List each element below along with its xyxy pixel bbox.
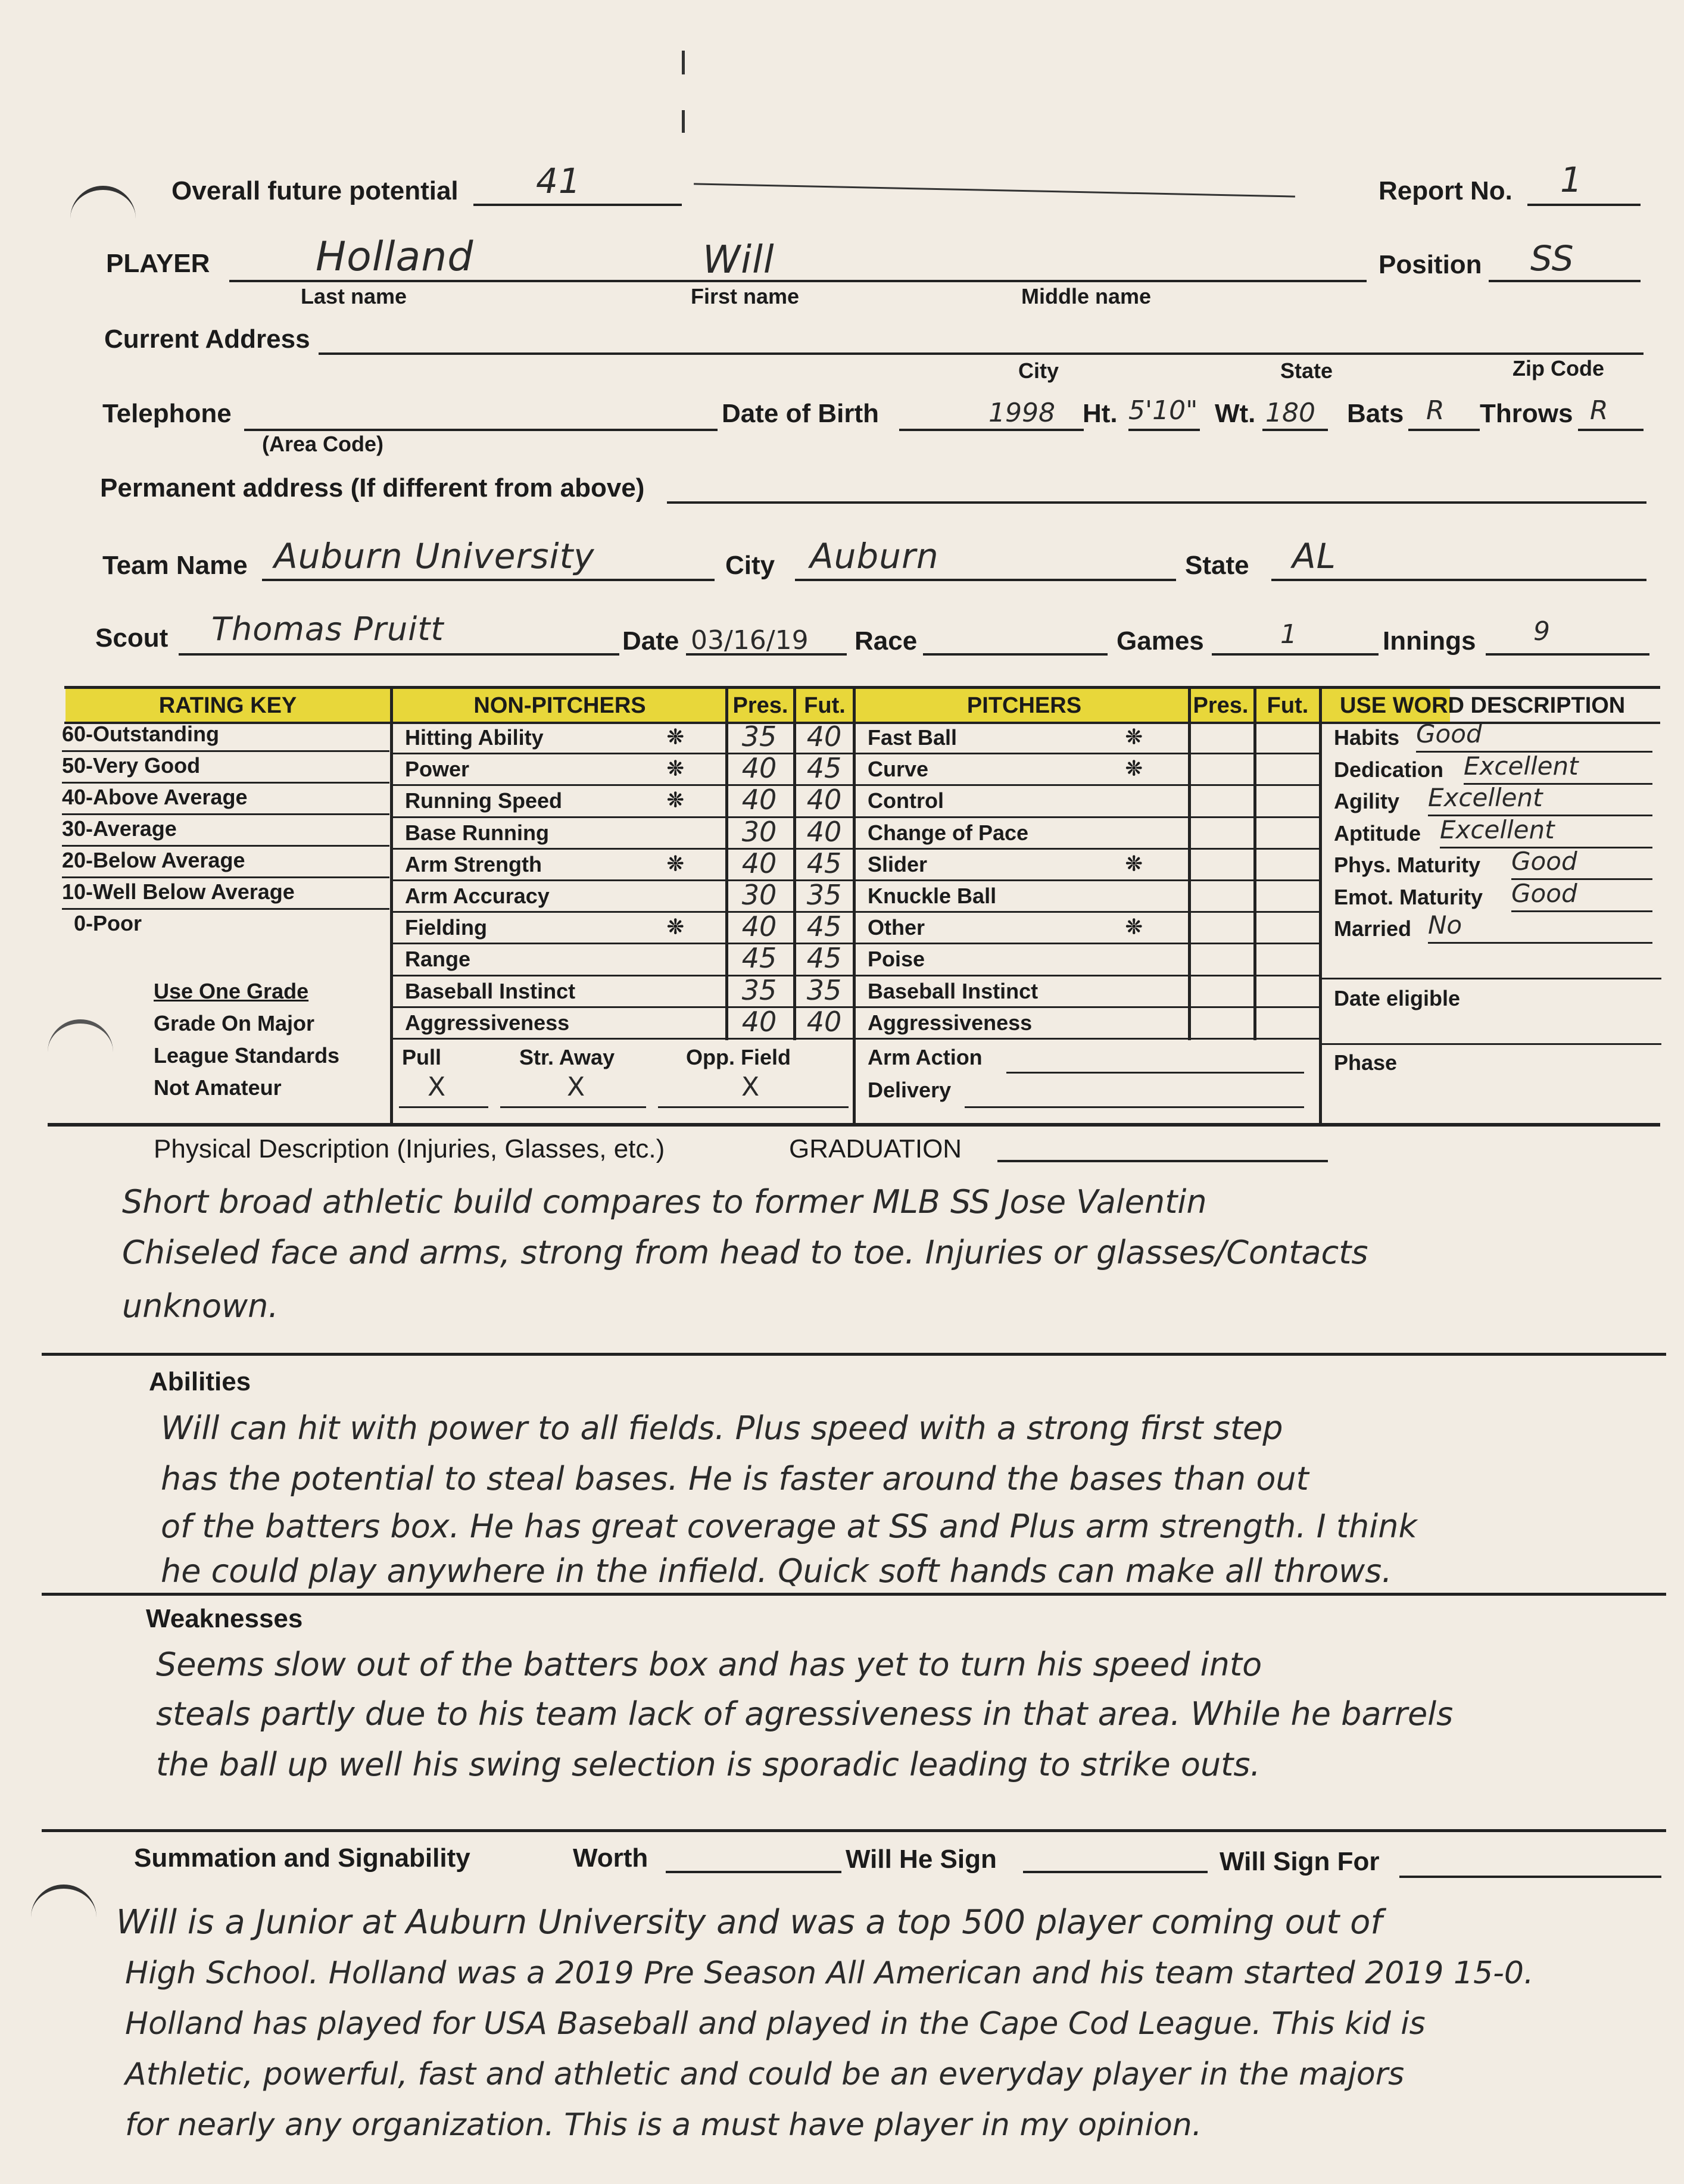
pitcher-label: Control xyxy=(868,788,944,813)
fut-value: 40 xyxy=(806,784,842,816)
report-value: 1 xyxy=(1560,160,1583,200)
pitcher-row-line xyxy=(853,911,1320,913)
worth-line xyxy=(666,1871,841,1873)
word-label: Aptitude xyxy=(1334,820,1421,845)
grade-note-line-3: League Standards xyxy=(154,1043,340,1068)
graduation-line xyxy=(997,1160,1328,1162)
word-label: Habits xyxy=(1334,725,1400,750)
position-label: Position xyxy=(1379,250,1482,279)
abilities-line-3: of the batters box. He has great coverage at SS and Plus arm strength. I think xyxy=(161,1508,1417,1545)
position-value: SS xyxy=(1530,238,1574,279)
telephone-line xyxy=(244,429,718,431)
table-vline xyxy=(390,686,393,1127)
word-line xyxy=(1428,942,1652,944)
pitcher-row-line xyxy=(853,816,1320,818)
weight-value: 180 xyxy=(1265,398,1315,428)
non-pitcher-label: Running Speed xyxy=(405,788,562,813)
potential-label: Overall future potential xyxy=(171,176,459,205)
pitcher-label: Fast Ball xyxy=(868,725,958,750)
pitcher-label: Baseball Instinct xyxy=(868,978,1039,1003)
stray-line xyxy=(694,183,1295,197)
will-sign-line xyxy=(1023,1871,1208,1873)
team-state-value: AL xyxy=(1292,536,1336,576)
height-label: Ht. xyxy=(1083,399,1118,428)
last-name-value: Holland xyxy=(316,233,474,280)
word-value: No xyxy=(1428,910,1462,940)
word-label: Married xyxy=(1334,916,1412,941)
pres-value: 40 xyxy=(741,752,777,785)
city-caption: City xyxy=(1018,358,1059,383)
section-rule xyxy=(42,1353,1666,1356)
rating-key-line xyxy=(62,876,389,878)
star-icon: ❊ xyxy=(1125,726,1143,748)
pitcher-label: Other xyxy=(868,915,925,940)
straight-away-mark: X xyxy=(567,1072,585,1102)
grade-note-line-1: Use One Grade xyxy=(154,979,309,1003)
rating-key-item: 20-Below Average xyxy=(62,848,245,872)
report-label: Report No. xyxy=(1379,176,1513,205)
weaknesses-line-1: Seems slow out of the batters box and has yet to turn his speed into xyxy=(156,1646,1262,1683)
games-line xyxy=(1212,653,1379,656)
pitcher-label: Slider xyxy=(868,851,928,876)
potential-line xyxy=(473,204,682,206)
will-sign-label: Will He Sign xyxy=(846,1845,997,1874)
grade-note-line-2: Grade On Major xyxy=(154,1011,315,1035)
physical-description-label: Physical Description (Injuries, Glasses, etc.) xyxy=(154,1134,665,1163)
potential-value: 41 xyxy=(536,161,581,201)
pres-value: 30 xyxy=(741,815,777,848)
rating-key-line xyxy=(62,813,389,815)
delivery-label: Delivery xyxy=(868,1078,952,1102)
innings-value: 9 xyxy=(1533,616,1550,647)
star-icon: ❊ xyxy=(1125,916,1143,939)
table-vline xyxy=(1319,686,1322,1127)
player-label: PLAYER xyxy=(106,249,210,278)
word-label: Dedication xyxy=(1334,757,1444,782)
physical-line-2: Chiseled face and arms, strong from head to toe. Injuries or glasses/Contacts xyxy=(122,1234,1368,1271)
pitcher-row-line xyxy=(853,879,1320,881)
dob-line xyxy=(899,429,1084,431)
last-name-caption: Last name xyxy=(301,284,407,308)
bats-line xyxy=(1408,429,1480,431)
fut-value: 40 xyxy=(806,815,842,848)
pitcher-row-line xyxy=(853,1006,1320,1008)
fut-value: 45 xyxy=(806,847,842,879)
phase-label: Phase xyxy=(1334,1050,1398,1075)
table-bottom-border xyxy=(48,1123,1660,1127)
star-icon: ❊ xyxy=(667,726,684,748)
word-label: Phys. Maturity xyxy=(1334,853,1481,877)
will-sign-for-label: Will Sign For xyxy=(1220,1847,1380,1876)
team-city-label: City xyxy=(725,551,775,580)
bats-label: Bats xyxy=(1347,399,1404,428)
throws-line xyxy=(1578,429,1644,431)
opp-field-label: Opp. Field xyxy=(686,1045,791,1069)
first-name-caption: First name xyxy=(691,284,800,308)
pres-value: 40 xyxy=(741,910,777,943)
fut-value: 35 xyxy=(806,974,842,1006)
fut-header: Fut. xyxy=(804,693,846,718)
non-pitcher-label: Range xyxy=(405,947,471,972)
rating-key-header: RATING KEY xyxy=(158,693,297,718)
weight-label: Wt. xyxy=(1215,399,1256,428)
pres-value: 30 xyxy=(741,879,777,911)
non-pitcher-label: Base Running xyxy=(405,820,550,845)
race-label: Race xyxy=(855,626,918,656)
summation-line-1: Will is a Junior at Auburn University and was a top 500 player coming out of xyxy=(116,1903,1383,1942)
pres-value: 40 xyxy=(741,784,777,816)
pitcher-label: Curve xyxy=(868,757,929,782)
opp-field-line xyxy=(658,1106,849,1108)
table-vline xyxy=(725,686,728,1040)
date-eligible-label: Date eligible xyxy=(1334,986,1461,1010)
bats-value: R xyxy=(1426,395,1445,426)
star-icon: ❊ xyxy=(667,789,684,812)
team-state-label: State xyxy=(1185,551,1249,580)
word-married-end-line xyxy=(1319,978,1661,979)
will-sign-for-line xyxy=(1399,1876,1661,1878)
current-address-line xyxy=(319,352,1644,355)
fut-value: 40 xyxy=(806,1005,842,1038)
pres-value: 45 xyxy=(741,942,777,975)
state-caption: State xyxy=(1280,358,1333,383)
race-line xyxy=(923,653,1108,656)
summation-line-2: High School. Holland was a 2019 Pre Season All American and his team started 2019 15-0. xyxy=(125,1955,1534,1991)
pitchers-fut-header: Fut. xyxy=(1267,693,1309,718)
binder-arc-icon xyxy=(70,186,136,226)
arm-action-label: Arm Action xyxy=(868,1045,983,1069)
height-value: 5'10" xyxy=(1128,395,1198,426)
weaknesses-line-3: the ball up well his swing selection is sporadic leading to strike outs. xyxy=(156,1746,1261,1783)
team-name-value: Auburn University xyxy=(274,536,595,576)
team-city-line xyxy=(795,579,1176,581)
team-city-value: Auburn xyxy=(810,536,939,576)
middle-name-caption: Middle name xyxy=(1021,284,1152,308)
fut-value: 45 xyxy=(806,910,842,943)
star-icon: ❊ xyxy=(667,852,684,875)
non-pitcher-label: Arm Strength xyxy=(405,851,542,876)
non-pitcher-label: Arm Accuracy xyxy=(405,884,550,908)
pitcher-label: Change of Pace xyxy=(868,820,1029,845)
rating-key-line xyxy=(62,845,389,847)
weaknesses-label: Weaknesses xyxy=(146,1604,303,1633)
pull-line xyxy=(399,1106,488,1108)
dob-label: Date of Birth xyxy=(722,399,879,428)
word-line xyxy=(1511,910,1652,912)
straight-away-label: Str. Away xyxy=(519,1045,615,1069)
rating-key-line xyxy=(62,782,389,784)
graduation-label: GRADUATION xyxy=(789,1134,962,1163)
summation-label: Summation and Signability xyxy=(134,1843,470,1873)
rating-key-line xyxy=(62,908,389,910)
physical-line-1: Short broad athletic build compares to former MLB SS Jose Valentin xyxy=(122,1183,1207,1221)
pitcher-label: Poise xyxy=(868,947,925,972)
rating-key-item: 40-Above Average xyxy=(62,785,248,809)
scout-value: Thomas Pruitt xyxy=(211,610,444,648)
team-name-label: Team Name xyxy=(102,551,248,580)
word-value: Excellent xyxy=(1440,815,1555,844)
team-state-line xyxy=(1271,579,1646,581)
date-value: 03/16/19 xyxy=(691,625,809,656)
non-pitchers-header: NON-PITCHERS xyxy=(473,693,646,718)
fut-value: 35 xyxy=(806,879,842,911)
weaknesses-line-2: steals partly due to his team lack of agressiveness in that area. While he barrels xyxy=(156,1695,1454,1733)
table-vline xyxy=(1188,686,1191,1040)
star-icon: ❊ xyxy=(1125,852,1143,875)
position-line xyxy=(1489,280,1641,282)
pitcher-row-line xyxy=(853,784,1320,786)
word-value: Excellent xyxy=(1428,783,1543,812)
abilities-line-1: Will can hit with power to all fields. Plus speed with a strong first step xyxy=(161,1409,1283,1447)
permanent-address-line xyxy=(667,501,1646,504)
non-pitcher-label: Aggressiveness xyxy=(405,1010,570,1035)
grade-note-line-4: Not Amateur xyxy=(154,1075,282,1100)
pres-value: 35 xyxy=(741,974,777,1006)
arm-action-line xyxy=(1006,1072,1304,1074)
non-pitcher-row-line xyxy=(390,1038,855,1040)
summation-line-4: Athletic, powerful, fast and athletic and could be an everyday player in the majors xyxy=(125,2057,1405,2092)
word-value: Good xyxy=(1511,847,1577,876)
pitcher-label: Aggressiveness xyxy=(868,1010,1033,1035)
punch-mark-top xyxy=(682,51,685,74)
abilities-label: Abilities xyxy=(149,1367,251,1396)
rating-key-item: 50-Very Good xyxy=(62,753,201,778)
summation-line-3: Holland has played for USA Baseball and played in the Cape Cod League. This kid is xyxy=(125,2006,1426,2042)
date-label: Date xyxy=(622,626,679,656)
pull-mark: X xyxy=(428,1072,446,1102)
star-icon: ❊ xyxy=(667,916,684,939)
innings-label: Innings xyxy=(1383,626,1476,656)
section-rule xyxy=(42,1829,1666,1832)
games-label: Games xyxy=(1117,626,1204,656)
worth-label: Worth xyxy=(573,1843,648,1873)
area-code-caption: (Area Code) xyxy=(262,432,384,456)
pres-value: 35 xyxy=(741,720,777,753)
table-top-border xyxy=(64,686,1660,689)
rating-key-item: 60-Outstanding xyxy=(62,722,220,746)
pitchers-header: PITCHERS xyxy=(966,693,1082,718)
pres-header: Pres. xyxy=(732,693,788,718)
table-vline xyxy=(1253,686,1256,1040)
current-address-label: Current Address xyxy=(104,325,310,354)
scout-label: Scout xyxy=(95,623,169,653)
scout-line xyxy=(179,653,619,656)
star-icon: ❊ xyxy=(667,757,684,781)
games-value: 1 xyxy=(1280,619,1297,650)
word-value: Good xyxy=(1416,719,1482,748)
star-icon: ❊ xyxy=(1125,757,1143,781)
pitcher-label: Knuckle Ball xyxy=(868,884,997,908)
binder-arc-icon xyxy=(48,1019,113,1059)
non-pitcher-label: Power xyxy=(405,757,470,782)
telephone-label: Telephone xyxy=(102,399,232,428)
binder-arc-icon xyxy=(31,1885,96,1924)
fut-value: 45 xyxy=(806,942,842,975)
pitcher-row-line xyxy=(853,848,1320,850)
pitcher-row-line xyxy=(853,975,1320,976)
word-value: Good xyxy=(1511,878,1577,908)
punch-mark-top-2 xyxy=(682,110,685,133)
abilities-line-4: he could play anywhere in the infield. Quick soft hands can make all throws. xyxy=(161,1552,1392,1590)
report-line xyxy=(1527,204,1641,206)
team-name-line xyxy=(262,579,715,581)
pres-value: 40 xyxy=(741,847,777,879)
rating-key-item: 30-Average xyxy=(62,816,177,841)
pull-label: Pull xyxy=(402,1045,442,1069)
non-pitcher-label: Baseball Instinct xyxy=(405,978,576,1003)
pitcher-row-line xyxy=(853,1038,1320,1040)
throws-label: Throws xyxy=(1480,399,1573,428)
weight-line xyxy=(1262,429,1328,431)
pres-value: 40 xyxy=(741,1005,777,1038)
word-label: Emot. Maturity xyxy=(1334,884,1483,909)
physical-line-3: unknown. xyxy=(122,1287,279,1325)
height-line xyxy=(1128,429,1200,431)
non-pitcher-label: Hitting Ability xyxy=(405,725,544,750)
word-description-header: USE WORD DESCRIPTION xyxy=(1340,693,1626,718)
word-label: Agility xyxy=(1334,789,1400,813)
rating-key-item: 10-Well Below Average xyxy=(62,879,295,904)
throws-value: R xyxy=(1590,395,1608,426)
dob-value: 1998 xyxy=(988,398,1055,428)
rating-key-line xyxy=(62,750,389,752)
pitcher-row-line xyxy=(853,943,1320,944)
first-name-value: Will xyxy=(703,238,775,282)
zip-caption: Zip Code xyxy=(1513,356,1604,380)
abilities-line-2: has the potential to steal bases. He is faster around the bases than out xyxy=(161,1460,1309,1497)
delivery-line xyxy=(965,1106,1304,1108)
pitcher-row-line xyxy=(853,753,1320,754)
straight-away-line xyxy=(500,1106,646,1108)
innings-line xyxy=(1486,653,1649,656)
section-rule xyxy=(42,1593,1666,1596)
opp-field-mark: X xyxy=(741,1072,760,1102)
date-eligible-line xyxy=(1319,1043,1661,1045)
permanent-address-label: Permanent address (If different from above) xyxy=(100,473,645,503)
pitchers-pres-header: Pres. xyxy=(1193,693,1249,718)
non-pitcher-label: Fielding xyxy=(405,915,487,940)
fut-value: 45 xyxy=(806,752,842,785)
summation-line-5: for nearly any organization. This is a must have player in my opinion. xyxy=(125,2107,1202,2143)
word-value: Excellent xyxy=(1464,751,1579,781)
fut-value: 40 xyxy=(806,720,842,753)
rating-key-item: 0-Poor xyxy=(74,911,142,935)
